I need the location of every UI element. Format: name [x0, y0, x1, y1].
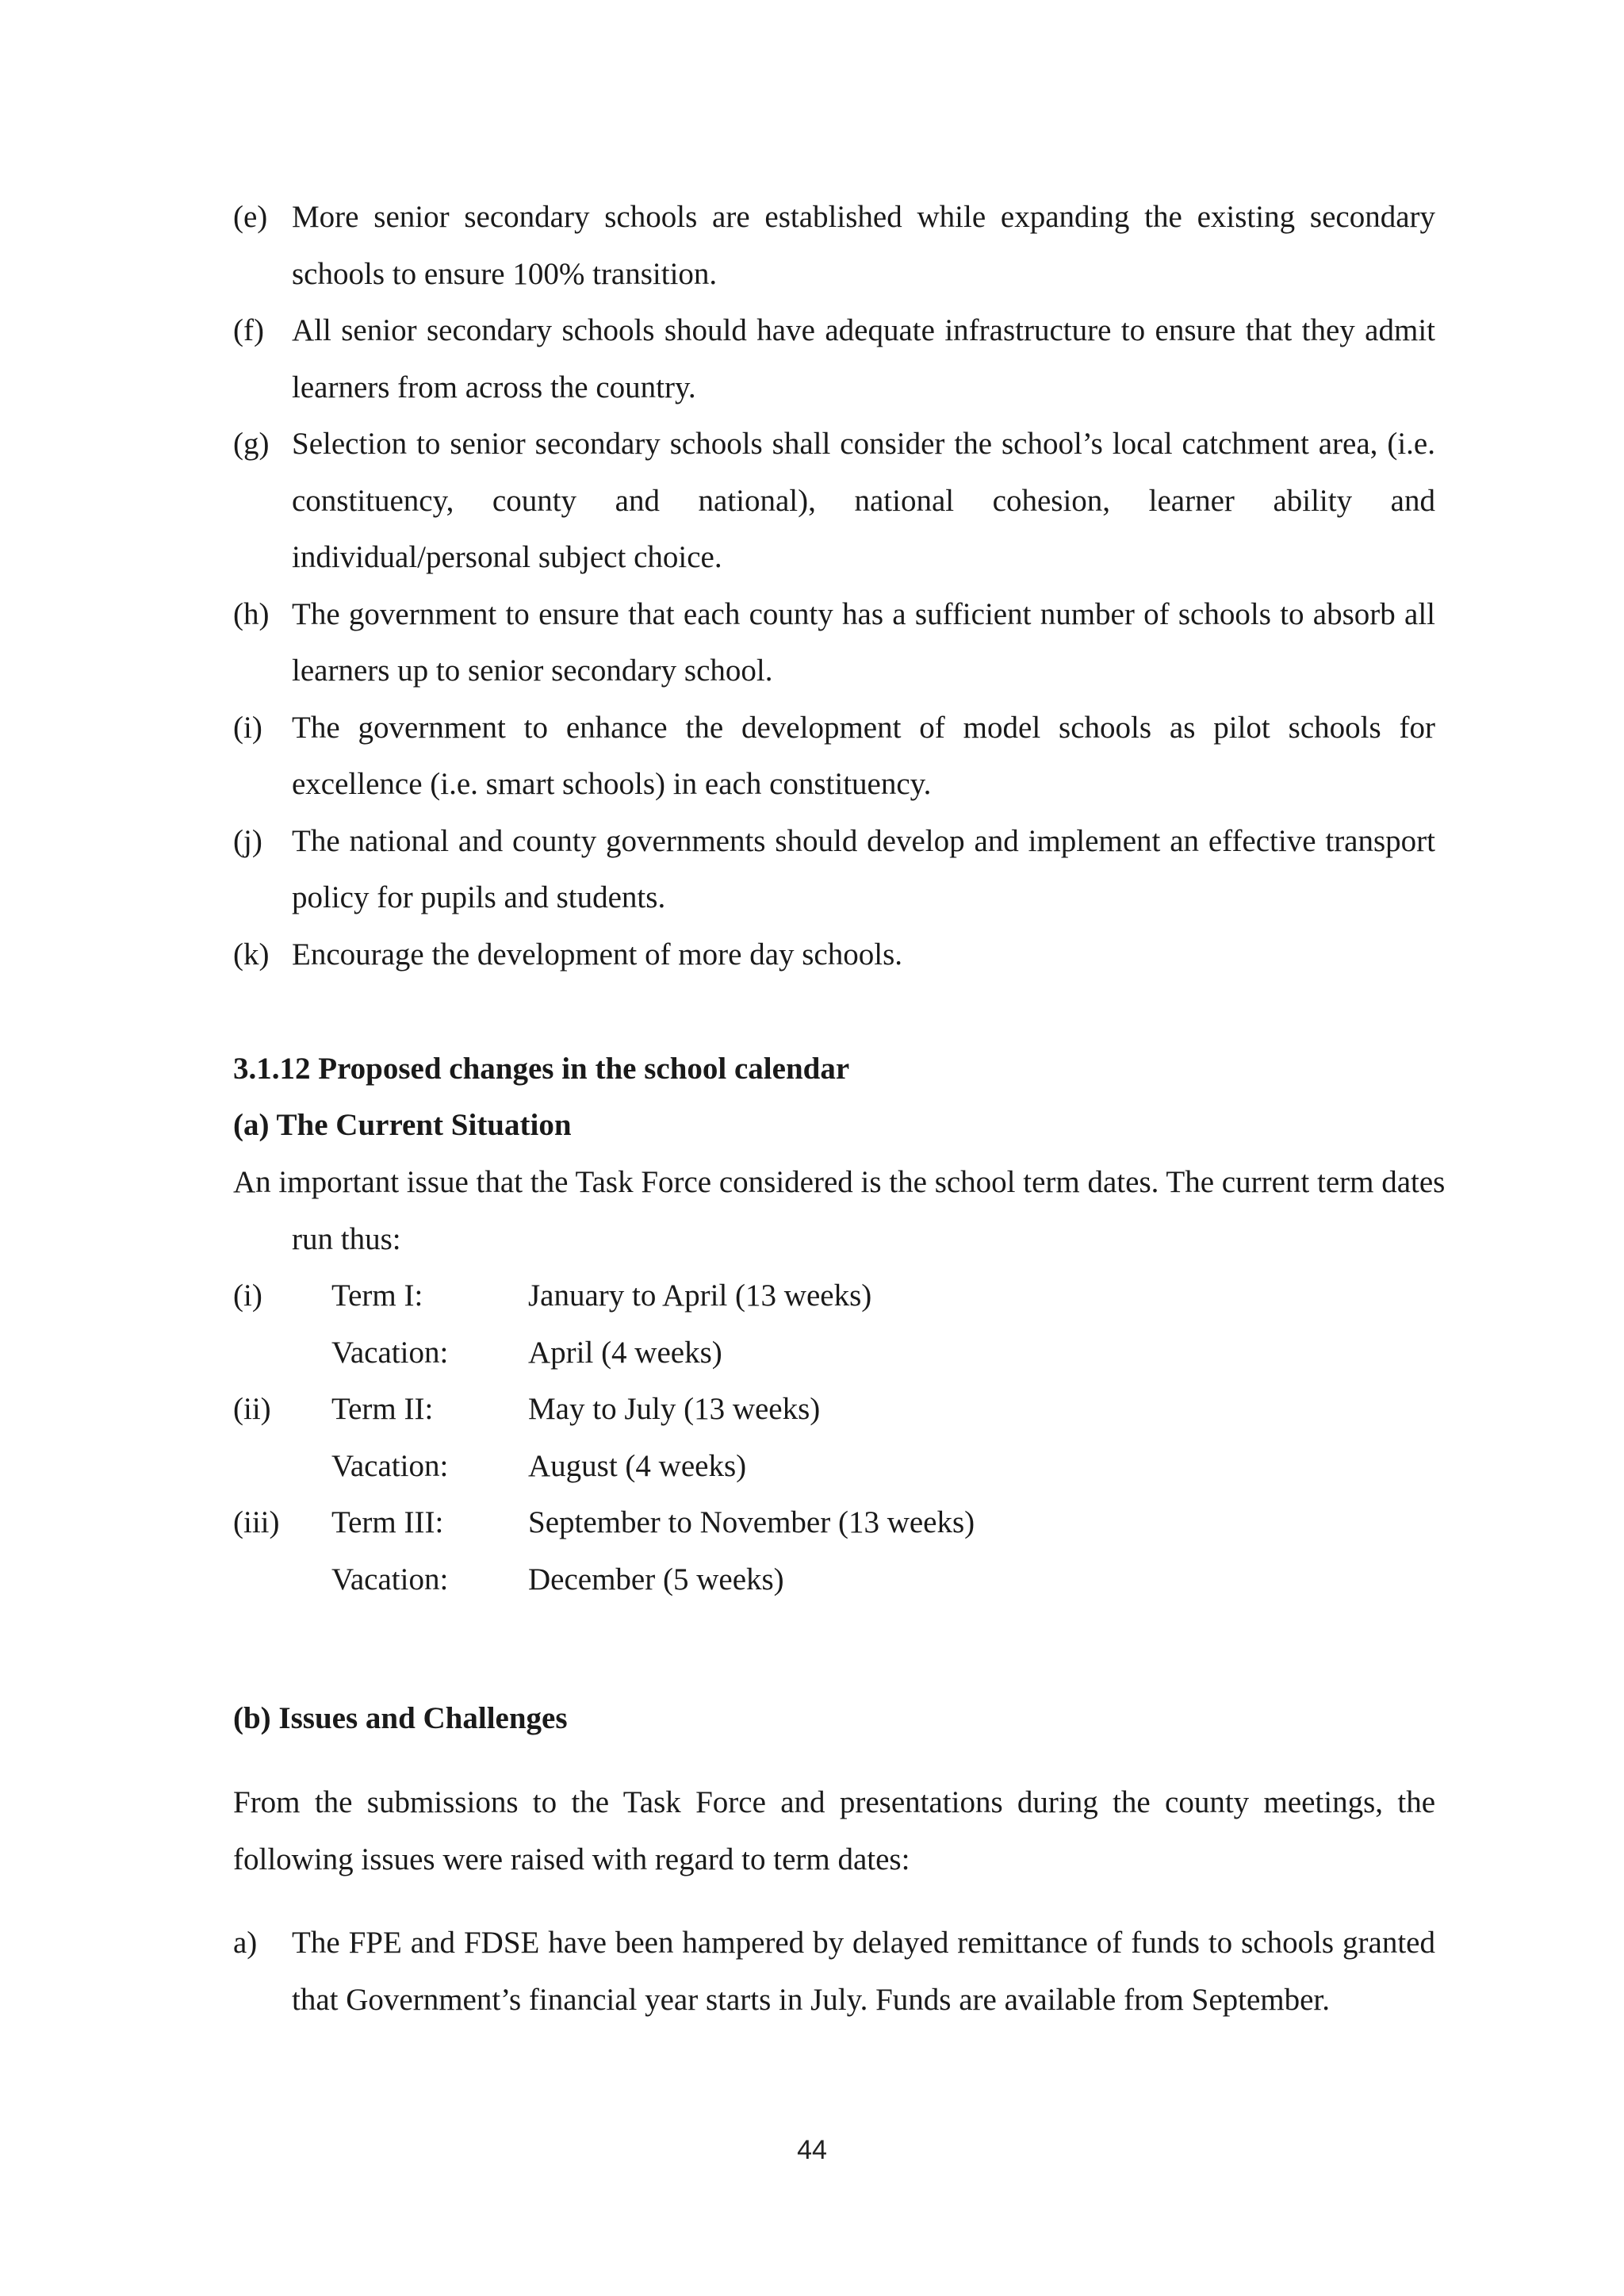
list-item — [233, 700, 1435, 813]
list-item-label: a) — [233, 1926, 258, 1960]
subheading-issues-challenges: (b) Issues and Challenges — [233, 1701, 568, 1735]
list-item — [233, 586, 1435, 700]
list-item-text: The FPE and FDSE have been hampered by delayed remittance of funds to schools granted that Government’s financial year starts in July. Funds are available from September. — [292, 1926, 1435, 2017]
list-item-text: Encourage the development of more day schools. — [292, 937, 903, 972]
list-item — [233, 189, 1435, 302]
list-item-text: The national and county governments should develop and implement an effective transport policy for pupils and students. — [292, 823, 1435, 914]
page-number: 44 — [797, 2135, 827, 2165]
list-item — [233, 302, 1435, 416]
list-item-text: The government to enhance the development of model schools as pilot schools for excellence (i.e. smart schools) in each constituency. — [292, 710, 1435, 801]
table-row — [233, 1324, 1435, 1382]
section-heading: 3.1.12 Proposed changes in the school calendar — [233, 1052, 850, 1086]
list-item — [233, 813, 1435, 926]
issues-list — [233, 1915, 1435, 2028]
issues-intro-paragraph: From the submissions to the Task Force and presentations during the county meetings, the following issues were raised with regard to term dates: — [233, 1785, 1435, 1876]
term-label: Vacation: — [331, 1562, 449, 1596]
term-label: Term I: — [331, 1278, 423, 1313]
list-item-text: More senior secondary schools are established while expanding the existing secondary schools to ensure 100% transition. — [292, 200, 1435, 291]
table-row — [233, 1494, 1435, 1551]
list-item — [233, 1915, 1435, 2028]
list-item-text: The government to ensure that each county has a sufficient number of schools to absorb all learners up to senior secondary school. — [292, 596, 1435, 688]
list-item-label: (g) — [233, 427, 270, 461]
table-row — [233, 1381, 1435, 1438]
table-row — [233, 1551, 1435, 1608]
term-value: January to April (13 weeks) — [528, 1278, 872, 1313]
term-number: (iii) — [233, 1505, 280, 1539]
term-label: Term II: — [331, 1392, 434, 1426]
list-item — [233, 416, 1435, 586]
term-value: May to July (13 weeks) — [528, 1392, 821, 1426]
list-item-label: (j) — [233, 823, 262, 858]
list-item-label: (h) — [233, 596, 270, 631]
list-item-label: (i) — [233, 710, 262, 745]
intro-paragraph: An important issue that the Task Force considered is the school term dates. The current term dates run thus: — [233, 1165, 1446, 1256]
table-row — [233, 1267, 1435, 1324]
term-value: December (5 weeks) — [528, 1562, 784, 1596]
list-item-text: Selection to senior secondary schools shall consider the school’s local catchment area, (i.e. constituency, county and national), national cohesion, learner ability and individual/personal subject choice. — [292, 427, 1435, 574]
recommendations-list — [233, 189, 1435, 983]
list-item — [233, 926, 1435, 983]
term-label: Vacation: — [331, 1335, 449, 1370]
term-dates-table — [233, 1267, 1435, 1608]
list-item-label: (k) — [233, 937, 270, 972]
term-label: Vacation: — [331, 1448, 449, 1483]
term-value: September to November (13 weeks) — [528, 1505, 975, 1539]
list-item-label: (f) — [233, 313, 264, 347]
term-label: Term III: — [331, 1505, 444, 1539]
term-number: (ii) — [233, 1392, 271, 1426]
term-value: April (4 weeks) — [528, 1335, 722, 1370]
term-value: August (4 weeks) — [528, 1448, 747, 1483]
list-item-label: (e) — [233, 200, 268, 234]
table-row — [233, 1438, 1435, 1495]
subheading-current-situation: (a) The Current Situation — [233, 1108, 572, 1142]
list-item-text: All senior secondary schools should have adequate infrastructure to ensure that they admit learners from across the country. — [292, 313, 1435, 404]
term-number: (i) — [233, 1278, 262, 1313]
